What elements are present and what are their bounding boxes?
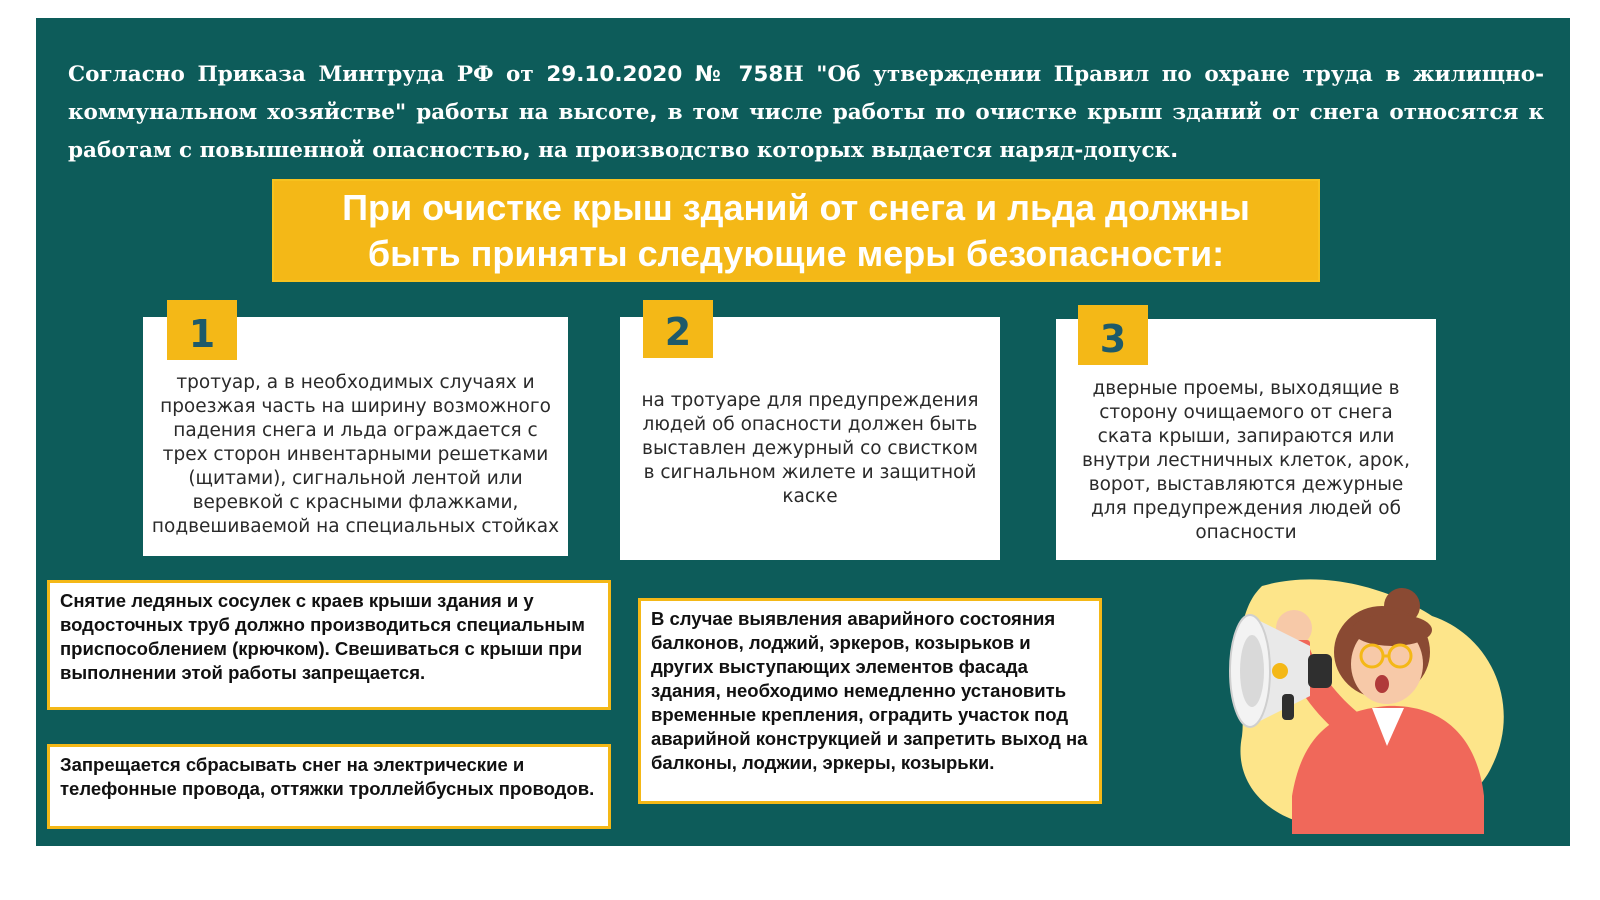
measure-text-1: тротуар, а в необходимых случаях и проезжая часть на ширину возможного падения снега и льда ограждается с трех сторон инвентарными решетками (щитами), сигнальной лентой или веревкой с красными флажками, подвешиваемой на специальных стойках xyxy=(151,372,560,537)
headline-line-1: При очистке крыш зданий от снега и льда должны xyxy=(342,186,1250,228)
intro-text xyxy=(68,56,1544,170)
intro-comma-2: , xyxy=(522,138,531,163)
intro-part-4: на производство которых выдается наряд xyxy=(530,138,1075,163)
measure-number-2: 2 xyxy=(664,310,692,354)
megaphone-mouthpiece xyxy=(1308,654,1332,688)
measure-number-badge-2 xyxy=(643,300,713,358)
measure-number-1: 1 xyxy=(188,312,216,356)
intro-dot: . xyxy=(1170,138,1179,163)
headline-line-2: быть приняты следующие меры безопасности: xyxy=(367,232,1225,274)
measure-text-3: дверные проемы, выходящие в сторону очищаемого от снега ската крыши, запираются или внутри лестничных клеток, арок, ворот, выставляются дежурные для предупреждения людей об опасности xyxy=(1082,378,1410,543)
facade-emergency-note xyxy=(638,598,1102,804)
icicle-removal-text: Снятие ледяных сосулек с краев крыши здания и у водосточных труб должно производиться специальным приспособлением (крючком). Свешиваться с крыши при выполнении этой работы запрещается. xyxy=(60,590,585,683)
intro-part-1: Согласно Приказа Минтруда РФ от xyxy=(68,62,547,87)
megaphone-emblem xyxy=(1272,663,1288,679)
order-date-number: 29.10.2020 № 758 xyxy=(546,62,784,87)
measure-number-3: 3 xyxy=(1099,317,1127,361)
intro-comma-1: , xyxy=(649,100,658,125)
measure-text-2: на тротуаре для предупреждения людей об опасности должен быть выставлен дежурный со свистком в сигнальном жилете и защитной каске xyxy=(641,390,979,507)
intro-part-5: допуск xyxy=(1083,138,1171,163)
safety-measures-headline xyxy=(272,179,1320,282)
wires-warning-text: Запрещается сбрасывать снег на электрические и телефонные провода, оттяжки троллейбусных проводов. xyxy=(60,754,595,799)
icicle-removal-note xyxy=(47,580,611,710)
measure-number-badge-1 xyxy=(167,300,237,360)
intro-part-3: в том числе работы по очистке крыш зданий от снега относятся к работам с повышенной опасностью xyxy=(68,100,1544,163)
wires-warning-note xyxy=(47,744,611,829)
intro-dash: - xyxy=(1074,138,1084,163)
facade-emergency-text: В случае выявления аварийного состояния балконов, лоджий, эркеров, козырьков и других выступающих элементов фасада здания, необходимо немедленно установить временные крепления, оградить участок под аварийной конструкцией и запретить выход на балконы, лоджии, эркеры, козырьки. xyxy=(651,608,1088,773)
intro-part-2: Н "Об утверждении Правил по охране труда в жилищно-коммунальном хозяйстве" работы на высоте xyxy=(68,62,1544,125)
hair-fringe xyxy=(1352,614,1432,646)
woman-with-megaphone-illustration xyxy=(1222,576,1512,834)
megaphone-handle xyxy=(1282,694,1294,720)
mouth xyxy=(1375,675,1389,693)
measure-number-badge-3 xyxy=(1078,305,1148,365)
megaphone-inner xyxy=(1240,635,1264,707)
